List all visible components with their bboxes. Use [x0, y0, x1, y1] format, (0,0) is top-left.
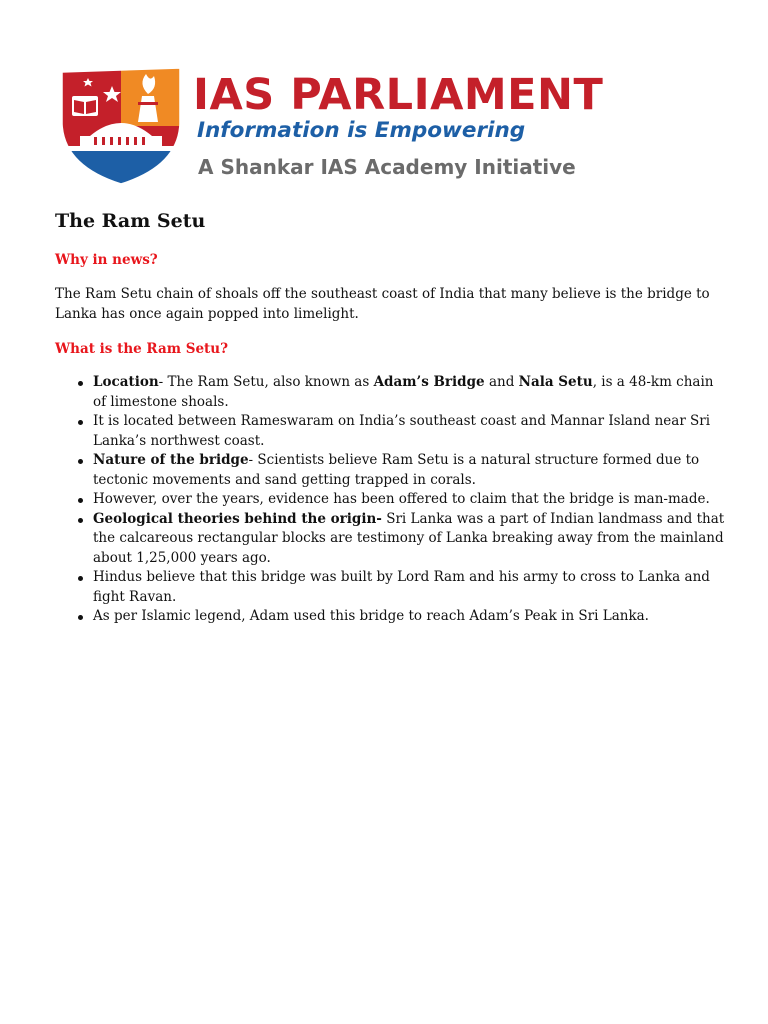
bullet-text: , is a 48-km chain of limestone shoals. [93, 374, 714, 410]
bullet-islamic-legend [55, 607, 725, 627]
bullet-text: As per Islamic legend, Adam used this bridge to reach Adam’s Peak in Sri Lanka. [93, 608, 649, 624]
bullet-location [55, 373, 725, 412]
bullet-term: Nala Setu [518, 374, 593, 390]
bullet-text: and [484, 374, 519, 390]
bullet-text: Hindus believe that this bridge was built by Lord Ram and his army to cross to Lanka and fight Ravan. [93, 569, 710, 605]
bullet-text: However, over the years, evidence has been offered to claim that the bridge is man-made. [93, 491, 710, 507]
bullet-dot-icon [78, 498, 83, 503]
bullet-geological-theories [55, 510, 725, 569]
bullet-dot-icon [78, 576, 83, 581]
bullet-term: Adam’s Bridge [373, 374, 485, 390]
bullet-location-detail [55, 412, 725, 451]
bullet-dot-icon [78, 420, 83, 425]
ram-setu-bullet-list [55, 373, 725, 627]
what-is-ram-setu-heading: What is the Ram Setu? [55, 341, 228, 357]
bullet-nature [55, 451, 725, 490]
bullet-man-made-claim [55, 490, 725, 510]
ias-parliament-logo [58, 66, 184, 186]
bullet-hindu-belief [55, 568, 725, 607]
bullet-term: Geological theories behind the origin- [93, 510, 382, 527]
article-title: The Ram Setu [55, 210, 206, 232]
bullet-dot-icon [78, 615, 83, 620]
brand-name: IAS PARLIAMENT [193, 70, 604, 120]
why-in-news-heading: Why in news? [55, 252, 158, 268]
brand-initiative: A Shankar IAS Academy Initiative [198, 155, 576, 179]
bullet-dot-icon [78, 518, 83, 523]
bullet-text: - Scientists believe Ram Setu is a natural structure formed due to tectonic movements and sand getting trapped in corals. [93, 452, 700, 488]
bullet-dot-icon [78, 381, 83, 386]
bullet-text: It is located between Rameswaram on India’s southeast coast and Mannar Island near Sri Lanka’s northwest coast. [93, 413, 711, 449]
bullet-text: Sri Lanka was a part of Indian landmass and that the calcareous rectangular blocks are testimony of Lanka breaking away from the mainland about 1,25,000 years ago. [93, 510, 725, 566]
intro-paragraph: The Ram Setu chain of shoals off the southeast coast of India that many believe is the bridge to Lanka has once again popped into limelight. [55, 286, 710, 322]
bullet-term: Nature of the bridge [93, 452, 249, 468]
bullet-text: - The Ram Setu, also known as [158, 374, 374, 390]
brand-tagline: Information is Empowering [197, 118, 526, 143]
bullet-dot-icon [78, 459, 83, 464]
bullet-term: Location [93, 374, 159, 390]
